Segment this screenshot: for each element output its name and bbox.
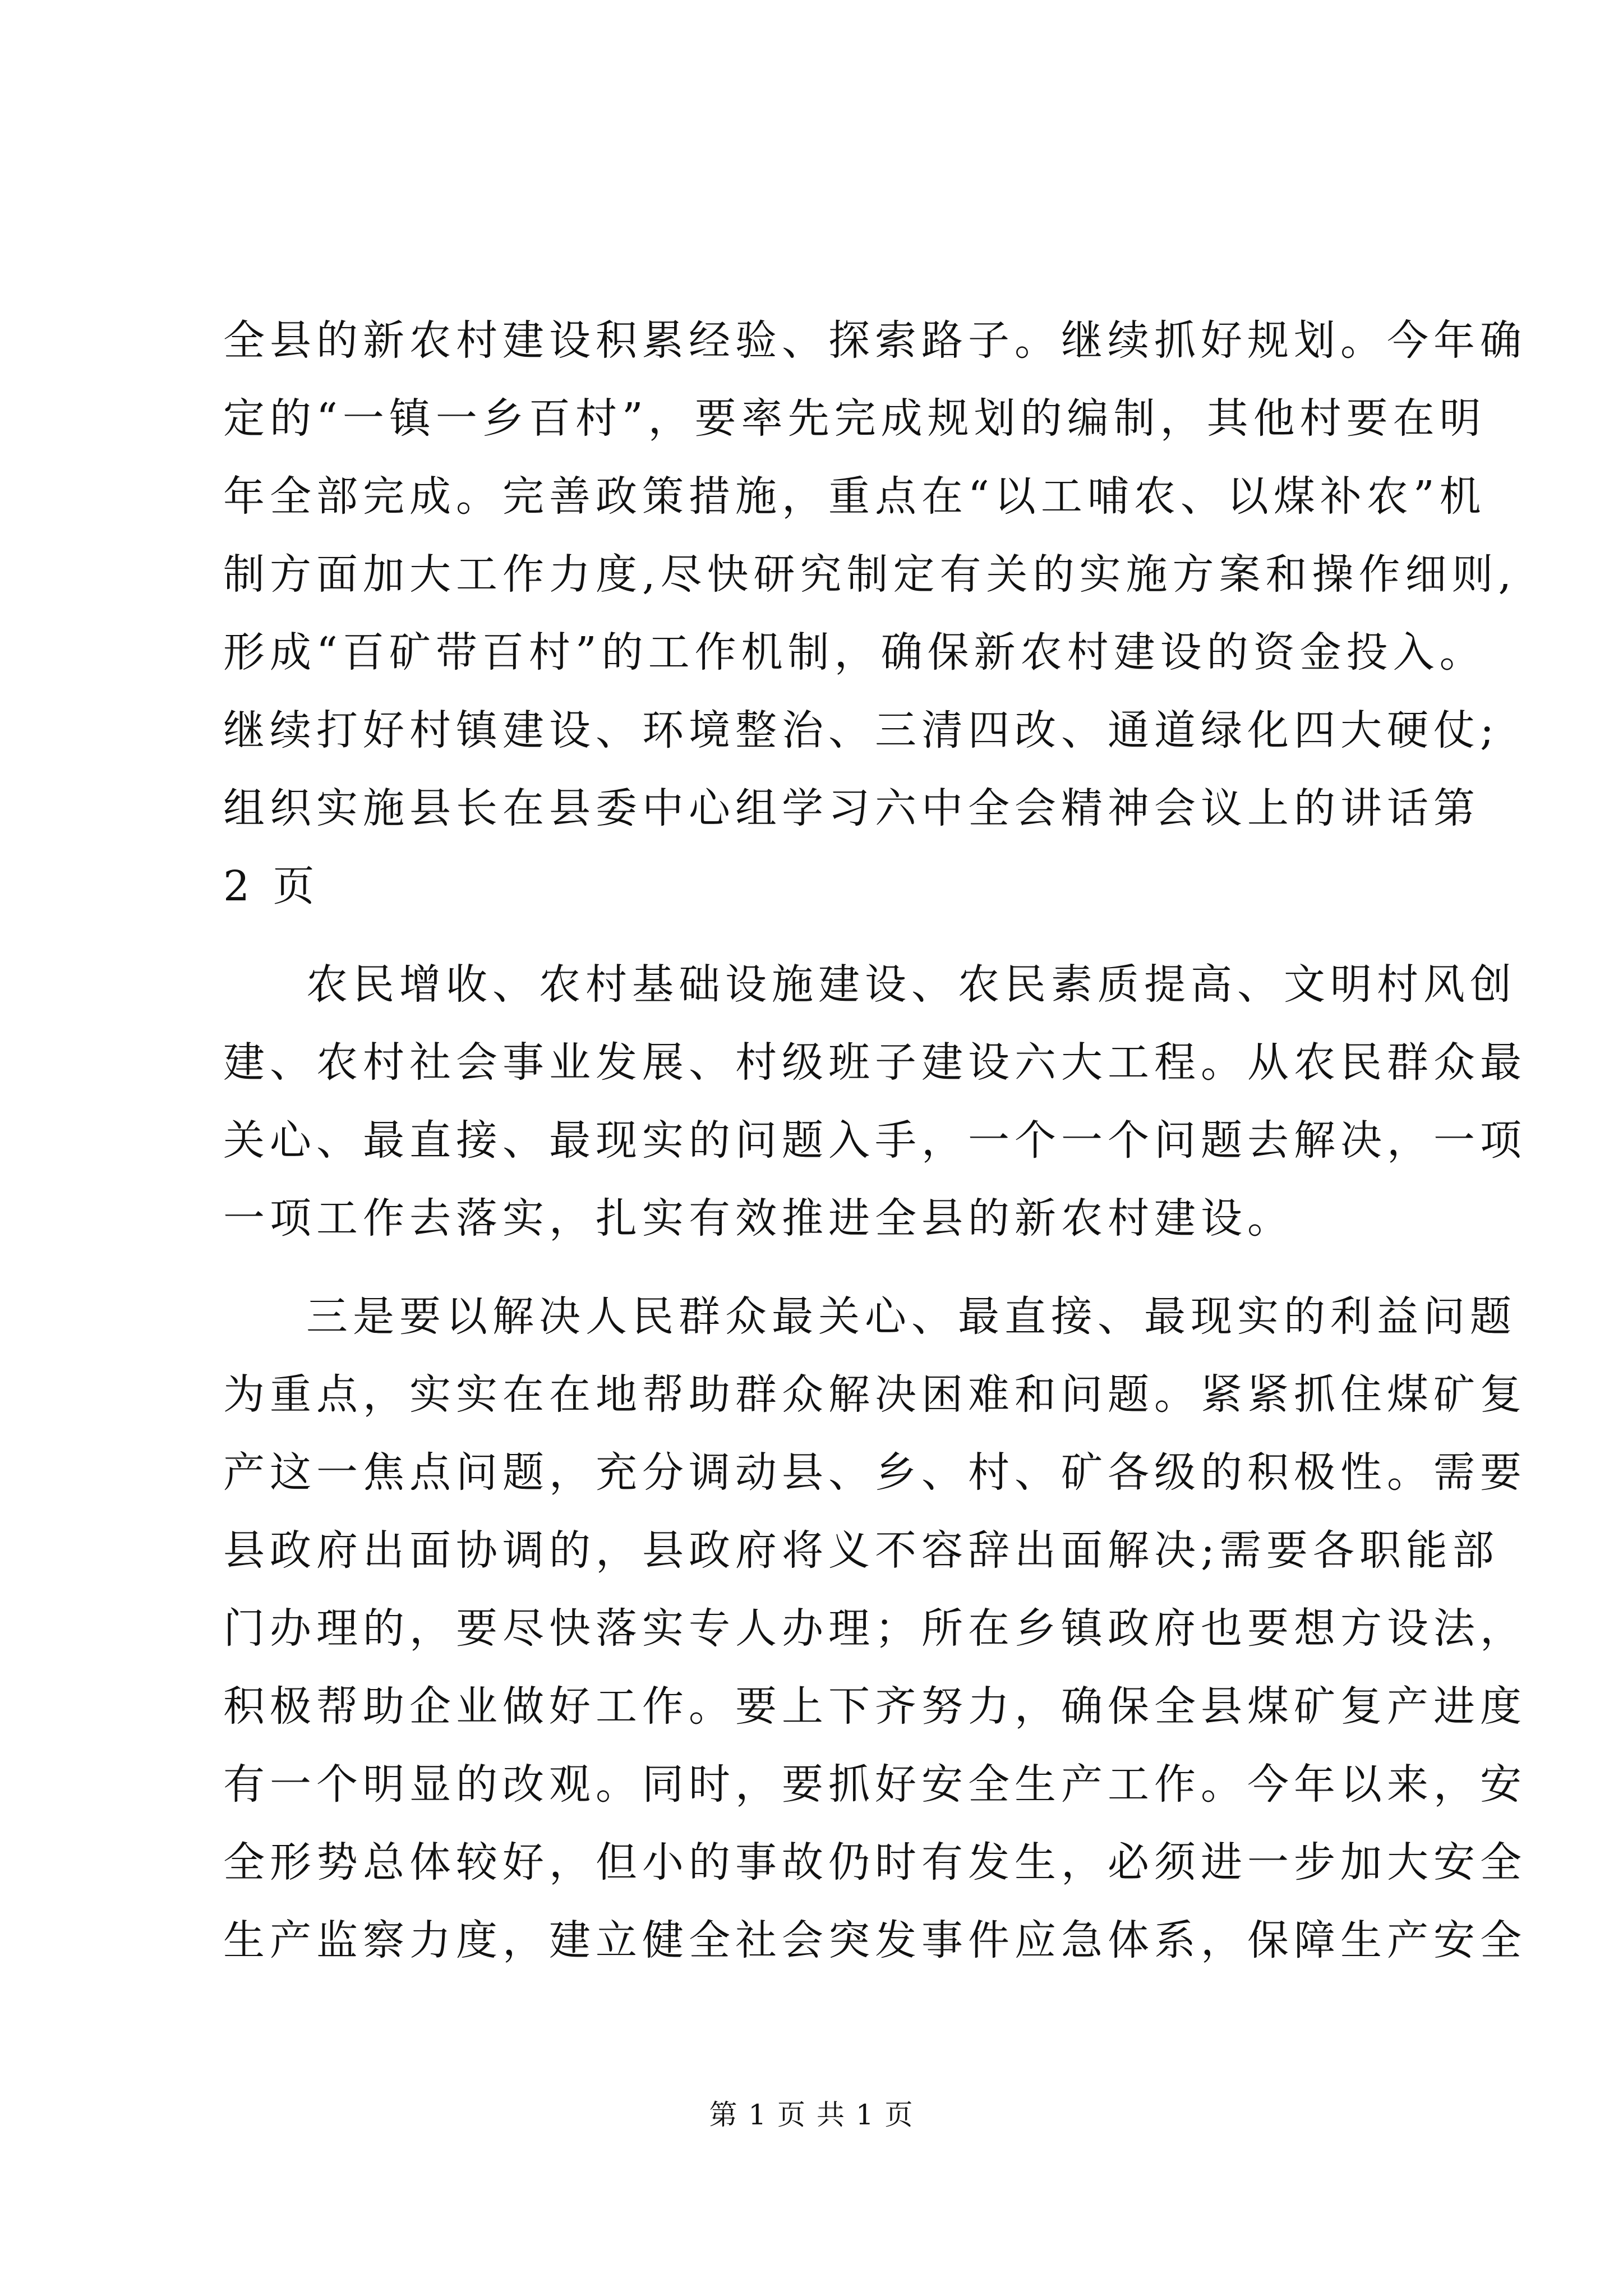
text-line: 全形势总体较好，但小的事故仍时有发生，必须进一步加大安全 xyxy=(223,1838,1527,1887)
text-line: 生产监察力度，建立健全社会突发事件应急体系，保障生产安全 xyxy=(223,1916,1527,1964)
text-line: 制方面加大工作力度,尽快研究制定有关的实施方案和操作细则, xyxy=(223,550,1517,599)
text-line: 关心、最直接、最现实的问题入手，一个一个问题去解决，一项 xyxy=(223,1116,1527,1165)
text-line: 年全部完成。完善政策措施，重点在“以工哺农、以煤补农”机 xyxy=(223,472,1486,521)
text-line: 全县的新农村建设积累经验、探索路子。继续抓好规划。今年确 xyxy=(223,316,1527,365)
text-line: 有一个明显的改观。同时，要抓好安全生产工作。今年以来，安 xyxy=(223,1760,1527,1809)
paragraph-start: 农民增收、农村基础设施建设、农民素质提高、文明村风创 xyxy=(306,960,1516,1009)
document-body xyxy=(223,302,1527,1980)
text-line: 继续打好村镇建设、环境整治、三清四改、通道绿化四大硬仗; xyxy=(223,706,1499,754)
text-line: 县政府出面协调的，县政府将义不容辞出面解决;需要各职能部 xyxy=(223,1526,1499,1575)
page-footer: 第 1 页 共 1 页 xyxy=(709,2099,914,2131)
text-line: 定的“一镇一乡百村”，要率先完成规划的编制，其他村要在明 xyxy=(223,394,1486,443)
text-line: 组织实施县长在县委中心组学习六中全会精神会议上的讲话第 xyxy=(223,784,1480,832)
text-line: 门办理的，要尽快落实专人办理；所在乡镇政府也要想方设法， xyxy=(223,1604,1527,1653)
paragraph-start: 三是要以解决人民群众最关心、最直接、最现实的利益问题 xyxy=(306,1292,1516,1341)
text-line: 建、农村社会事业发展、村级班子建设六大工程。从农民群众最 xyxy=(223,1038,1527,1087)
text-line: 为重点，实实在在地帮助群众解决困难和问题。紧紧抓住煤矿复 xyxy=(223,1370,1527,1419)
text-line: 形成“百矿带百村”的工作机制，确保新农村建设的资金投入。 xyxy=(223,628,1486,677)
page-reference: 2 页 xyxy=(223,862,320,910)
text-line: 一项工作去落实，扎实有效推进全县的新农村建设。 xyxy=(223,1194,1294,1243)
text-line: 积极帮助企业做好工作。要上下齐努力，确保全县煤矿复产进度 xyxy=(223,1682,1527,1731)
text-line: 产这一焦点问题，充分调动县、乡、村、矿各级的积极性。需要 xyxy=(223,1448,1527,1497)
